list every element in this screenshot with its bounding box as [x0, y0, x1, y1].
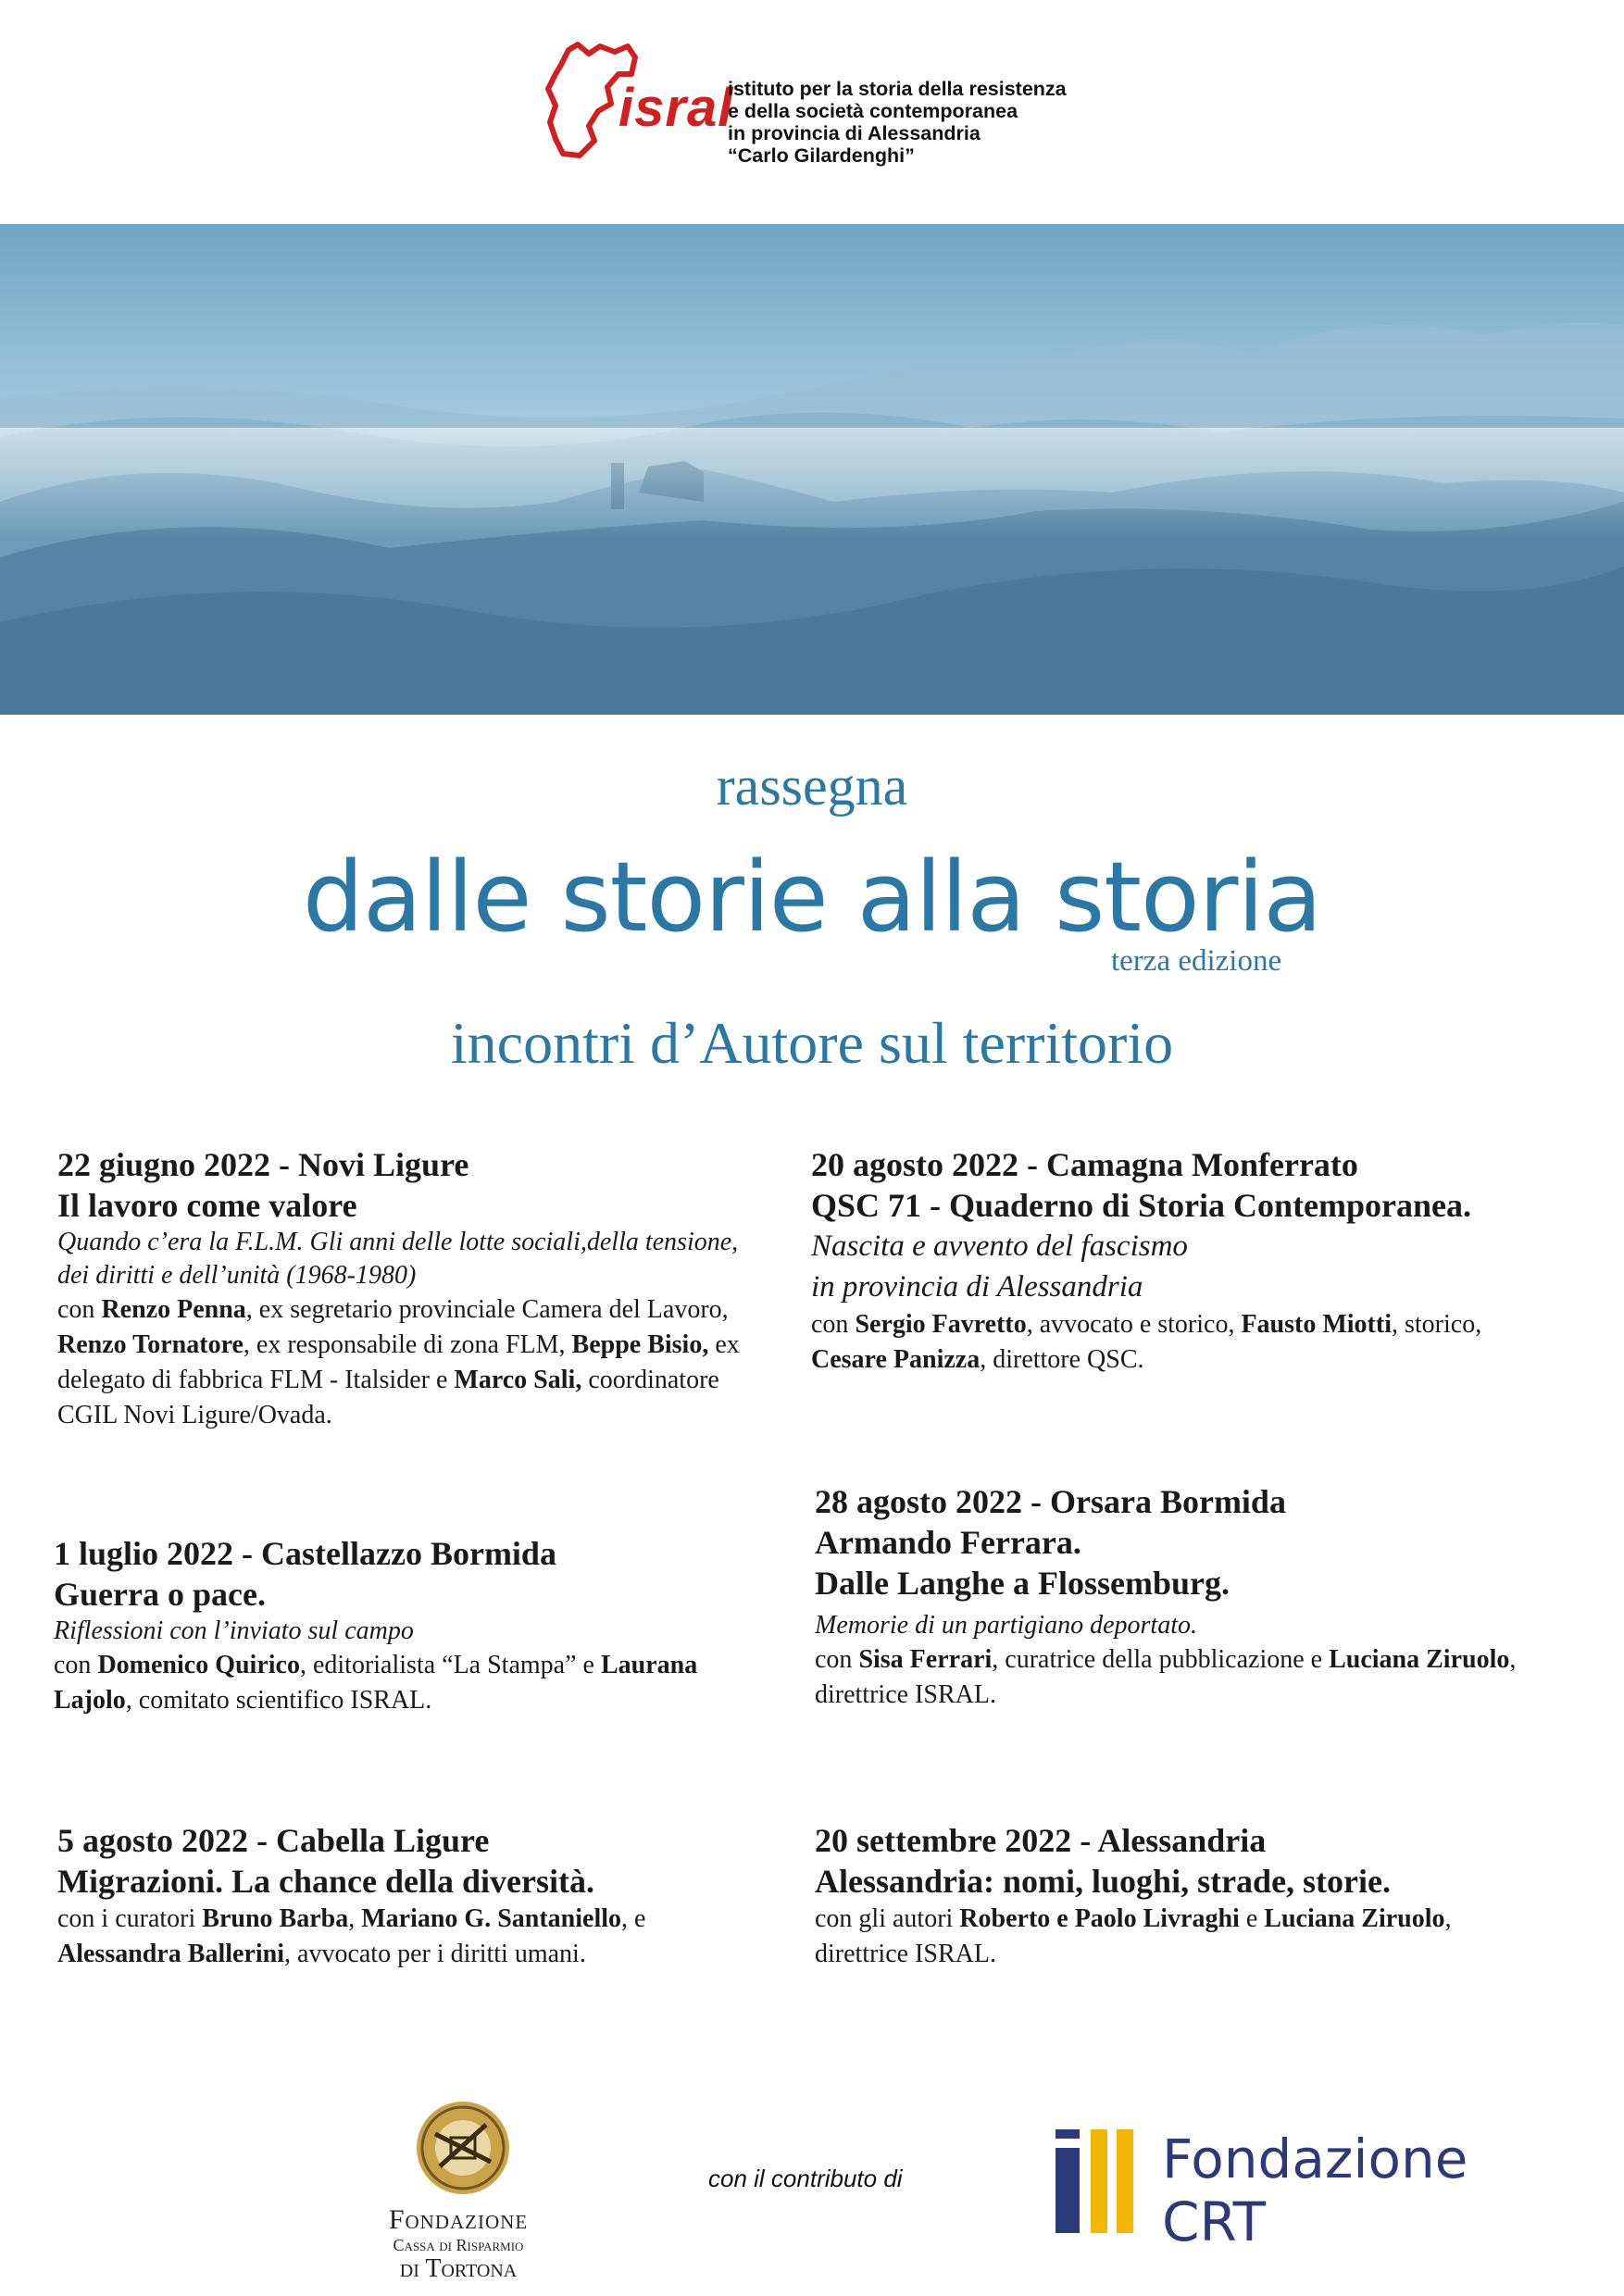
event-guests: con gli autori Roberto e Paolo Livraghi e Luciana Ziruolo, direttrice ISRAL. — [815, 1904, 1452, 1968]
contribution-label: con il contributo di — [708, 2165, 903, 2192]
event-subtitle: Riflessioni con l’inviato sul campo — [54, 1616, 414, 1645]
event-guests: con i curatori Bruno Barba, Mariano G. Santaniello, e Alessandra Ballerini, avvocato per i diritti umani. — [57, 1904, 646, 1968]
tortona-line: di Tortona — [399, 2254, 518, 2283]
event-guests: con Sisa Ferrari, curatrice della pubblicazione e Luciana Ziruolo, direttrice ISRAL. — [815, 1645, 1517, 1709]
event-cabella-ligure — [57, 1820, 761, 1972]
event-date-place: 20 settembre 2022 - Alessandria — [815, 1822, 1267, 1859]
edition-label: terza edizione — [1111, 944, 1282, 978]
event-guests: con Renzo Penna, ex segretario provinciale Camera del Lavoro, Renzo Tornatore, ex responsabile di zona FLM, Beppe Bisio, ex delegato di fabbrica FLM - Italsider e Marco Sali, coordinatore CGIL Novi Ligure/Ovada. — [57, 1295, 740, 1429]
event-subtitle: dei diritti e dell’unità (1968-1980) — [57, 1261, 417, 1290]
tortona-line: Fondazione — [388, 2204, 529, 2235]
event-subtitle: Quando c’era la F.L.M. Gli anni delle lotte sociali,della tensione, — [57, 1228, 739, 1256]
event-subtitle: Memorie di un partigiano deportato. — [815, 1611, 1197, 1640]
event-title-line2: Dalle Langhe a Flossemburg. — [815, 1565, 1230, 1602]
crt-line: CRT — [1162, 2190, 1267, 2253]
event-date-place: 22 giugno 2022 - Novi Ligure — [57, 1146, 469, 1183]
landscape-photo — [0, 224, 1624, 715]
event-date-place: 1 luglio 2022 - Castellazzo Bormida — [54, 1535, 556, 1572]
subtitle: incontri d’Autore sul territorio — [450, 1010, 1174, 1076]
event-guests: con Domenico Quirico, editorialista “La Stampa” e Laurana Lajolo, comitato scientifico ISRAL. — [54, 1651, 698, 1715]
institute-line: in provincia di Alessandria — [728, 122, 981, 144]
event-guests: con Sergio Favretto, avvocato e storico, Fausto Miotti, storico, Cesare Panizza, direttore QSC. — [811, 1310, 1482, 1374]
event-title: Guerra o pace. — [54, 1576, 266, 1613]
event-date-place: 28 agosto 2022 - Orsara Bormida — [815, 1483, 1286, 1520]
main-title: dalle storie alla storia — [302, 841, 1322, 954]
event-subtitle: Nascita e avvento del fascismo — [811, 1229, 1188, 1263]
institute-line: “Carlo Gilardenghi” — [728, 144, 915, 167]
tortona-line: Cassa di Risparmio — [393, 2236, 524, 2254]
tortona-foundation-name — [361, 2205, 556, 2283]
event-novi-ligure — [57, 1144, 761, 1433]
isral-logo-wordmark: isral — [618, 78, 734, 138]
crt-wordmark — [1162, 2128, 1468, 2253]
event-title: Alessandria: nomi, luoghi, strade, storie. — [815, 1863, 1392, 1900]
event-camagna-monferrato — [811, 1144, 1552, 1378]
event-orsara-bormida — [815, 1481, 1518, 1713]
institute-name — [728, 78, 1067, 167]
event-subtitle: in provincia di Alessandria — [811, 1270, 1143, 1304]
event-title: Armando Ferrara. — [815, 1524, 1081, 1561]
event-title: QSC 71 - Quaderno di Storia Contemporanea. — [811, 1187, 1472, 1224]
crt-line: Fondazione — [1162, 2128, 1468, 2190]
event-castellazzo-bormida — [54, 1533, 757, 1718]
tortona-foundation-seal — [412, 2097, 514, 2199]
series-label: rassegna — [716, 755, 908, 817]
institute-line: e della società contemporanea — [728, 100, 1018, 122]
institute-line: istituto per la storia della resistenza — [728, 78, 1067, 100]
event-title: Il lavoro come valore — [57, 1187, 357, 1224]
crt-logo-mark — [1056, 2129, 1148, 2233]
event-date-place: 5 agosto 2022 - Cabella Ligure — [57, 1822, 490, 1859]
event-alessandria — [815, 1820, 1518, 1972]
event-date-place: 20 agosto 2022 - Camagna Monferrato — [811, 1146, 1358, 1183]
event-title: Migrazioni. La chance della diversità. — [57, 1863, 594, 1900]
